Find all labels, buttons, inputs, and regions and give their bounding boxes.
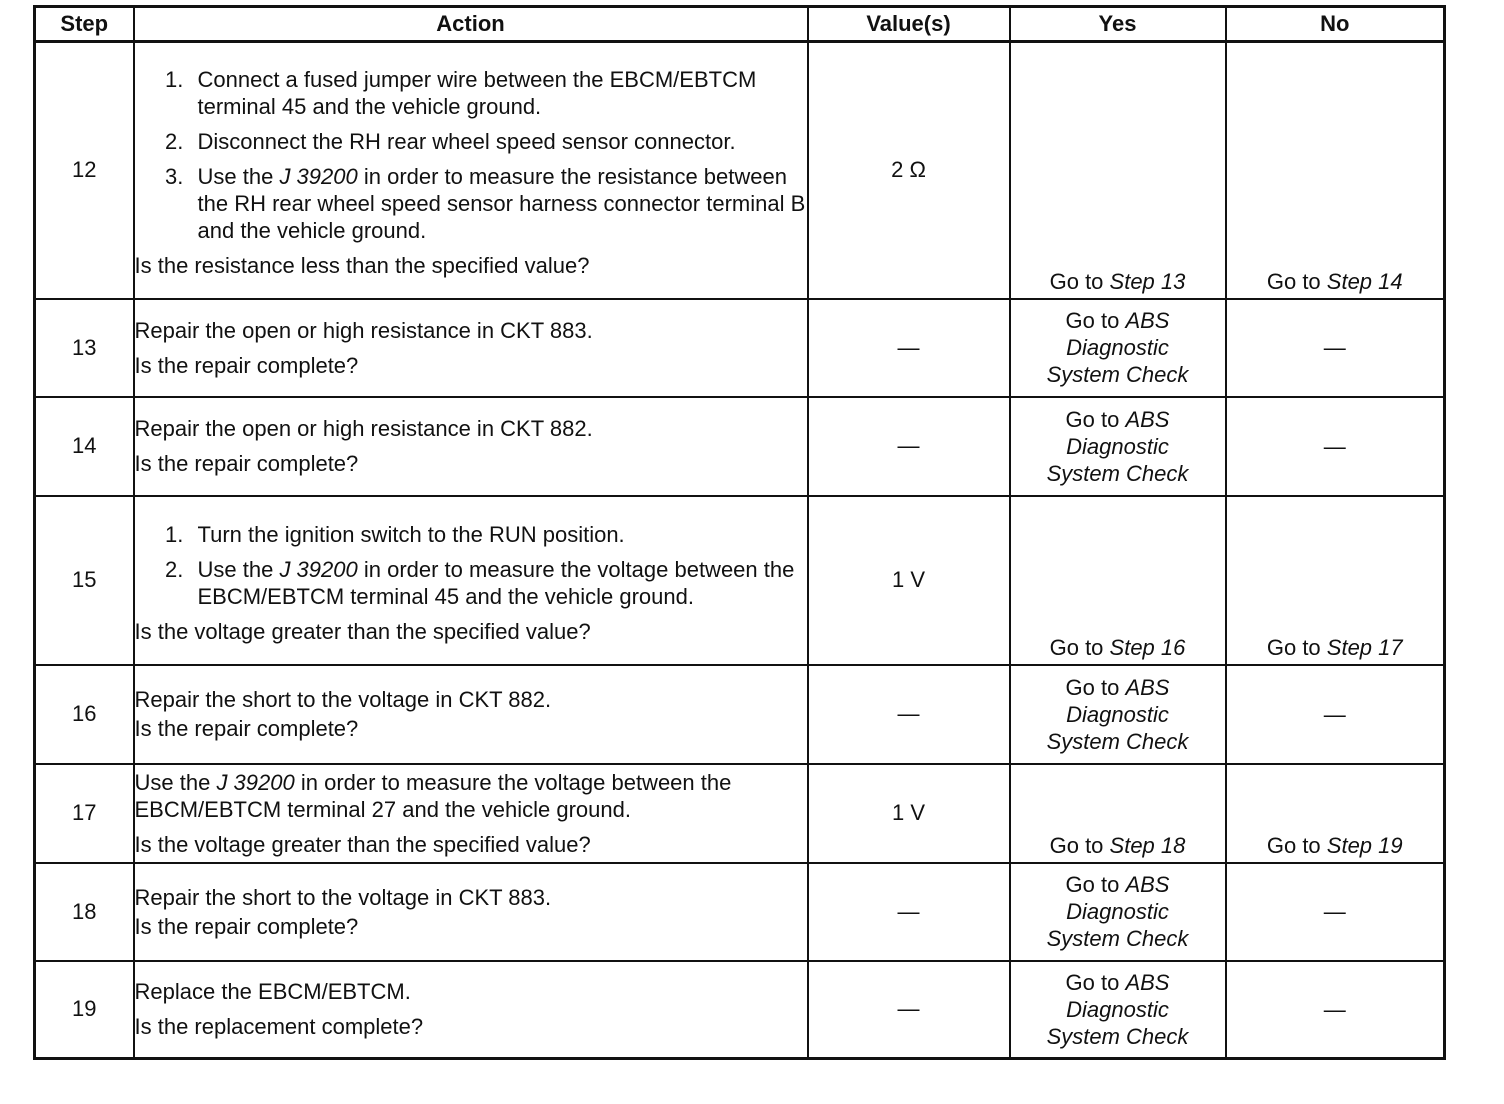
abs-check-link[interactable]: Diagnostic [1066,899,1169,924]
yes-cell [1010,299,1226,397]
list-item [190,556,807,610]
text: Go to [1266,832,1327,858]
abs-check-link[interactable]: ABS [1125,406,1170,432]
diagnostic-table [33,5,1446,1060]
dash: — [897,898,920,924]
text: Go to [1065,872,1126,897]
value-cell [808,299,1010,397]
dash: — [897,701,920,726]
go-to-step-16-link[interactable]: Step 16 [1109,634,1186,660]
no-cell [1226,496,1445,665]
header-yes: Yes [1010,7,1226,42]
step-number: 15 [35,496,134,665]
no-cell: — [1226,863,1445,961]
tool-reference: J 39200 [279,557,358,582]
list-item [190,163,807,244]
yes-cell [1010,961,1226,1059]
tool-reference: J 39200 [279,163,358,189]
no-cell: — [1226,397,1445,496]
text: Go to [1049,268,1110,294]
abs-check-link[interactable]: System Check [1046,362,1189,387]
header-step: Step [35,7,134,42]
no-cell: — [1226,299,1445,397]
value-cell [808,961,1010,1059]
go-to-step-19-link[interactable]: Step 19 [1326,832,1403,858]
abs-check-link[interactable]: ABS [1125,969,1170,995]
text: Go to [1065,308,1126,333]
step-number: 17 [35,764,134,863]
header-no: No [1226,7,1445,42]
table-row [35,764,1445,863]
no-cell [1226,42,1445,299]
abs-check-link[interactable]: Diagnostic [1066,996,1169,1022]
header-row [35,7,1445,42]
yes-cell [1010,496,1226,665]
go-to-step-17-link[interactable]: Step 17 [1326,634,1403,660]
yes-cell [1010,42,1226,299]
text: Use the [197,163,280,189]
action-cell [134,764,808,863]
question: Is the resistance less than the specified value? [134,252,590,278]
go-to-step-13-link[interactable]: Step 13 [1109,268,1186,294]
value-cell [808,863,1010,961]
value-cell [808,397,1010,496]
value-cell [808,665,1010,764]
yes-cell [1010,665,1226,764]
question: Is the repair complete? [134,716,359,741]
abs-check-link[interactable]: ABS [1125,872,1170,897]
question: Is the repair complete? [134,451,359,476]
go-to-step-18-link[interactable]: Step 18 [1109,832,1186,858]
action-statement: Repair the open or high resistance in CKT 883. [134,317,593,343]
action-cell [134,961,808,1059]
value-cell: 1 V [808,764,1010,863]
text: Use the [134,769,217,795]
table-row [35,42,1445,299]
go-to-step-14-link[interactable]: Step 14 [1326,268,1403,294]
yes-cell [1010,397,1226,496]
text: Go to [1049,832,1110,858]
text: Go to [1065,969,1126,995]
abs-check-link[interactable]: System Check [1046,1023,1189,1049]
action-cell [134,863,808,961]
text: Go to [1049,634,1110,660]
abs-check-link[interactable]: ABS [1125,308,1170,333]
action-list [135,66,807,244]
table-row [35,863,1445,961]
text: Go to [1065,406,1126,432]
table-row [35,299,1445,397]
table-row [35,397,1445,496]
table-row [35,665,1445,764]
dash: — [897,433,920,458]
action-cell [134,397,808,496]
action-statement [135,769,807,823]
action-statement: Replace the EBCM/EBTCM. [134,979,411,1005]
value-cell: 2 Ω [808,42,1010,299]
question: Is the voltage greater than the specified value? [134,831,591,857]
action-statement: Repair the short to the voltage in CKT 883. [134,884,552,910]
step-number: 18 [35,863,134,961]
header-action: Action [134,7,808,42]
dash: — [897,334,920,360]
action-cell [134,299,808,397]
action-cell [134,496,808,665]
action-cell [134,665,808,764]
dash: — [897,996,920,1022]
abs-check-link[interactable]: System Check [1046,460,1189,486]
step-number: 16 [35,665,134,764]
action-cell [134,42,808,299]
header-values: Value(s) [808,7,1010,42]
text: Go to [1266,268,1327,294]
action-statement: Repair the short to the voltage in CKT 882. [134,687,552,712]
step-number: 14 [35,397,134,496]
abs-check-link[interactable]: Diagnostic [1066,701,1169,727]
question: Is the voltage greater than the specified value? [134,619,591,644]
tool-reference: J 39200 [216,769,295,795]
list-item: 2. Disconnect the RH rear wheel speed sensor connector. [190,128,807,155]
list-item: 1. Connect a fused jumper wire between the EBCM/EBTCM terminal 45 and the vehicle ground. [190,66,807,120]
yes-cell [1010,764,1226,863]
step-number: 19 [35,961,134,1059]
text: in order to measure the voltage between the EBCM/EBTCM terminal 45 and the vehicle ground. [197,557,795,609]
abs-check-link[interactable]: System Check [1046,728,1189,754]
value-cell: 1 V [808,496,1010,665]
no-cell: — [1226,961,1445,1059]
step-number: 12 [35,42,134,299]
question: Is the replacement complete? [134,1014,424,1040]
text: in order to measure the voltage between the EBCM/EBTCM terminal 27 and the vehicle ground. [134,769,732,822]
table-row [35,496,1445,665]
action-list [135,521,807,610]
abs-check-link[interactable]: Diagnostic [1066,335,1169,360]
text: Go to [1266,634,1327,660]
text: in order to measure the resistance between the RH rear wheel speed sensor harness connector terminal B and the vehicle ground. [197,163,806,243]
no-cell: — [1226,665,1445,764]
table-row [35,961,1445,1059]
list-item: 1. Turn the ignition switch to the RUN position. [190,521,807,548]
no-cell [1226,764,1445,863]
text: Go to [1065,674,1126,700]
yes-cell [1010,863,1226,961]
text: Use the [197,557,280,582]
action-statement: Repair the open or high resistance in CKT 882. [134,416,593,441]
question: Is the repair complete? [134,913,359,939]
abs-check-link[interactable]: ABS [1125,674,1170,700]
abs-check-link[interactable]: System Check [1046,926,1189,951]
abs-check-link[interactable]: Diagnostic [1066,433,1169,459]
step-number: 13 [35,299,134,397]
question: Is the repair complete? [134,352,359,378]
